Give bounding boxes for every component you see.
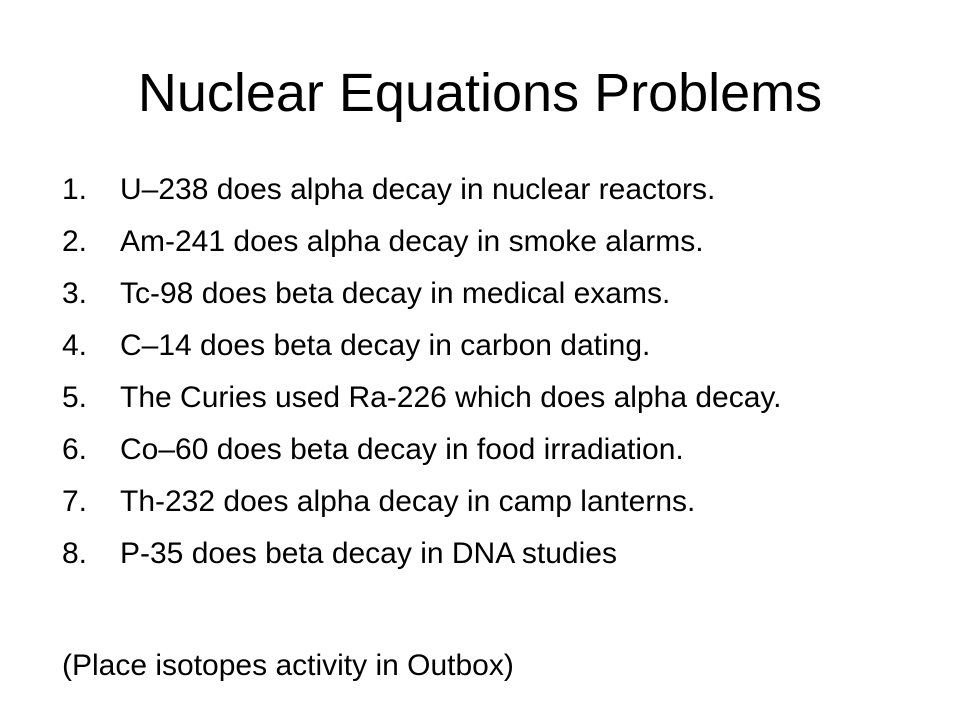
list-item: [62, 328, 922, 364]
item-text: C–14 does beta decay in carbon dating.: [120, 329, 651, 362]
outbox-note: (Place isotopes activity in Outbox): [62, 649, 514, 682]
item-number: 1.: [62, 173, 88, 206]
item-text: P-35 does beta decay in DNA studies: [120, 537, 617, 570]
item-number: 6.: [62, 433, 88, 466]
list-item: [62, 484, 922, 520]
item-number: 7.: [62, 485, 88, 518]
list-item: [62, 276, 922, 312]
item-text: Am-241 does alpha decay in smoke alarms.: [120, 225, 704, 258]
item-number: 2.: [62, 225, 88, 258]
slide-title: Nuclear Equations Problems: [137, 63, 823, 123]
item-number: 4.: [62, 329, 88, 362]
list-item: [62, 172, 922, 208]
item-text: Co–60 does beta decay in food irradiation.: [120, 433, 684, 466]
item-number: 3.: [62, 277, 88, 310]
item-number: 8.: [62, 537, 88, 570]
item-text: Tc-98 does beta decay in medical exams.: [120, 277, 671, 310]
list-item: [62, 380, 922, 416]
list-item: [62, 224, 922, 260]
item-text: Th-232 does alpha decay in camp lanterns.: [120, 485, 696, 518]
list-item: [62, 536, 922, 572]
item-text: The Curies used Ra-226 which does alpha decay.: [120, 381, 782, 414]
item-number: 5.: [62, 381, 88, 414]
item-text: U–238 does alpha decay in nuclear reactors.: [120, 173, 716, 206]
list-item: [62, 432, 922, 468]
problem-list: [62, 172, 922, 588]
